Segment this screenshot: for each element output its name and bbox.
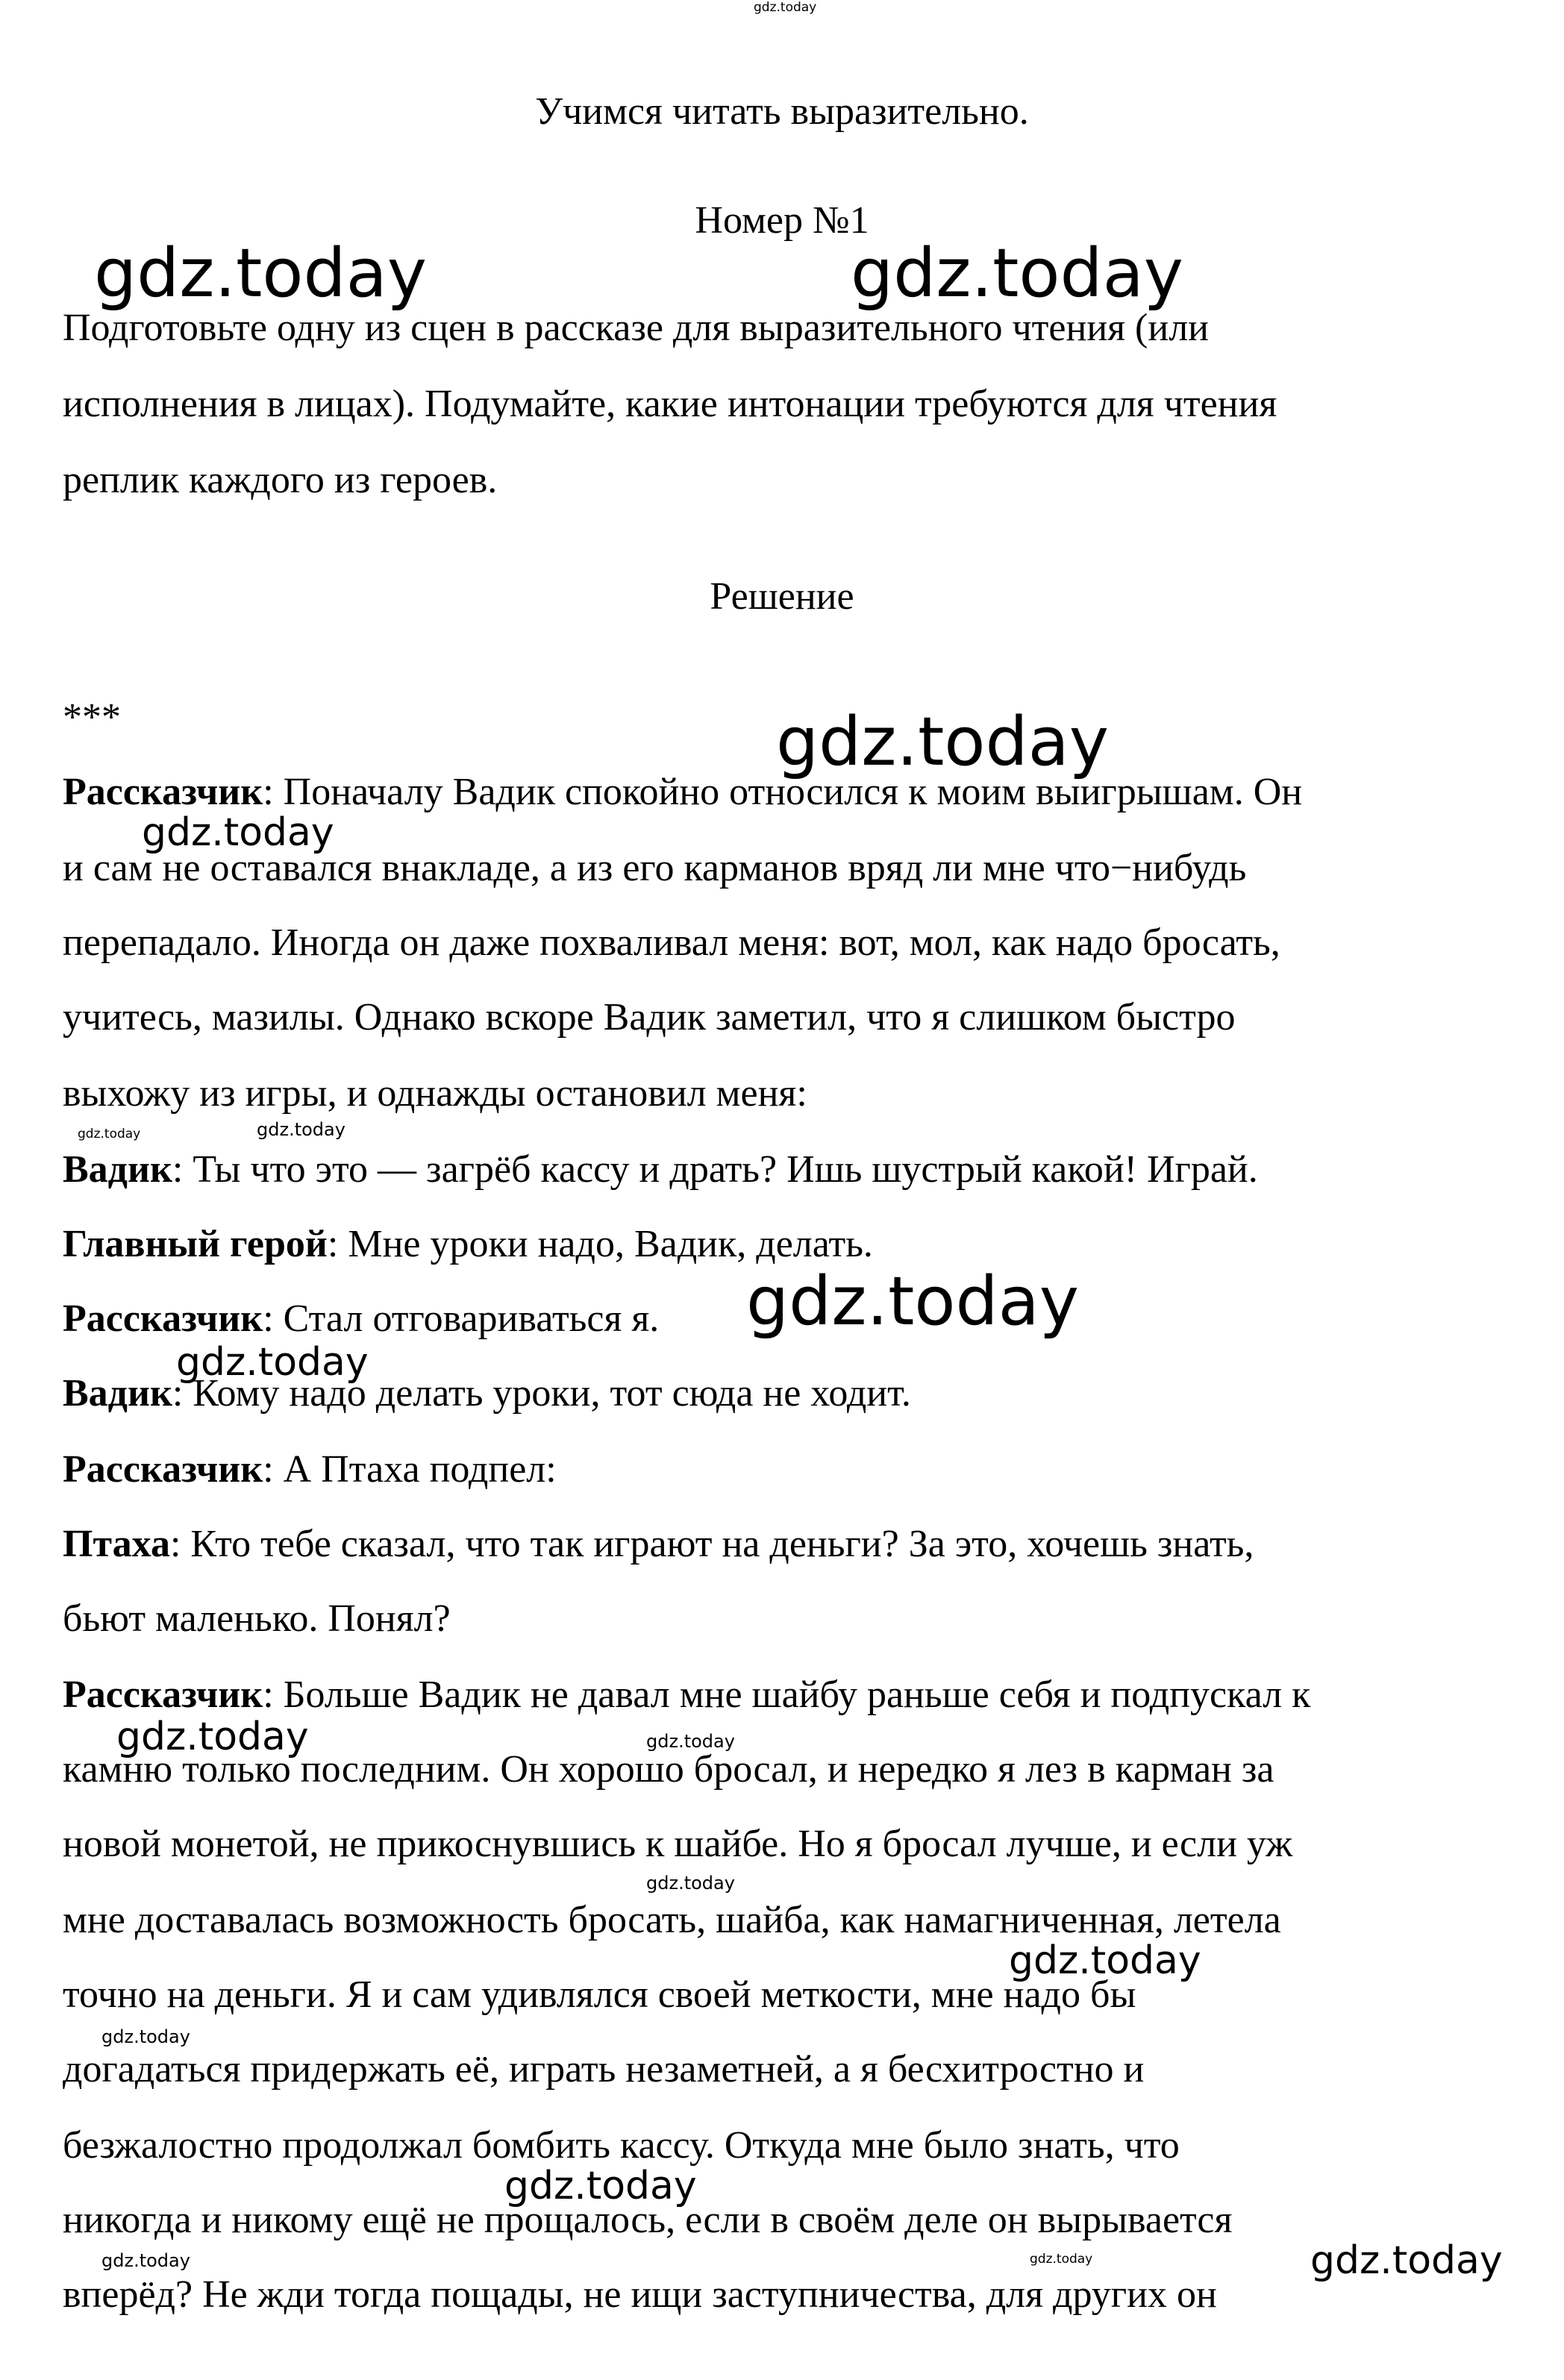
text-line: и сам не оставался внакладе, а из его карманов вряд ли мне что−нибудь <box>63 847 1247 889</box>
watermark: gdz.today <box>257 1119 345 1140</box>
text-line: камню только последним. Он хорошо бросал, и нередко я лез в карман за <box>63 1748 1274 1791</box>
text-line: вперёд? Не жди тогда пощады, не ищи заступничества, для других он <box>63 2273 1217 2316</box>
speaker-hero: Главный герой <box>63 1223 328 1265</box>
text-line: Рассказчик: Поначалу Вадик спокойно относился к моим выигрышам. Он <box>63 771 1303 813</box>
text-line: Главный герой: Мне уроки надо, Вадик, делать. <box>63 1223 873 1265</box>
speaker-narrator: Рассказчик <box>63 1297 263 1340</box>
speaker-narrator: Рассказчик <box>63 771 263 813</box>
text-line: выхожу из игры, и однажды остановил меня: <box>63 1072 807 1115</box>
watermark: gdz.today <box>78 1127 141 1142</box>
text-line: Вадик: Ты что это — загрёб кассу и драть? Ишь шустрый какой! Играй. <box>63 1148 1258 1191</box>
page-title: Учимся читать выразительно. <box>535 90 1029 133</box>
watermark: gdz.today <box>776 703 1110 781</box>
text-line: никогда и никому ещё не прощалось, если в своём деле он вырывается <box>63 2199 1233 2241</box>
text-line: точно на деньги. Я и сам удивлялся своей меткости, мне надо бы <box>63 1973 1136 2016</box>
text-line: новой монетой, не прикоснувшись к шайбе. Но я бросал лучше, и если уж <box>63 1823 1293 1865</box>
watermark: gdz.today <box>1030 2252 1093 2267</box>
text-line: Рассказчик: Больше Вадик не давал мне шайбу раньше себя и подпускал к <box>63 1673 1311 1716</box>
text-line: догадаться придержать её, играть незаметней, а я бесхитростно и <box>63 2048 1145 2091</box>
watermark: gdz.today <box>646 1731 735 1752</box>
watermark: gdz.today <box>142 810 334 855</box>
watermark: gdz.today <box>646 1873 735 1894</box>
speaker-vadik: Вадик <box>63 1372 172 1415</box>
text-line: Рассказчик: А Птаха подпел: <box>63 1448 557 1491</box>
text-line: безжалостно продолжал бомбить кассу. Откуда мне было знать, что <box>63 2124 1180 2167</box>
text-line: мне доставалась возможность бросать, шайба, как намагниченная, летела <box>63 1899 1281 1941</box>
task-line-2: исполнения в лицах). Подумайте, какие интонации требуются для чтения <box>63 383 1277 425</box>
text-line: Птаха: Кто тебе сказал, что так играют на деньги? За это, хочешь знать, <box>63 1523 1254 1565</box>
watermark: gdz.today <box>116 1714 309 1759</box>
header-watermark: gdz.today <box>754 0 817 15</box>
text-line: перепадало. Иногда он даже похваливал меня: вот, мол, как надо бросать, <box>63 921 1280 964</box>
task-line-1: Подготовьте одну из сцен в рассказе для выразительного чтения (или <box>63 307 1209 349</box>
solution-heading: Решение <box>710 575 854 618</box>
speaker-vadik: Вадик <box>63 1148 172 1191</box>
watermark: gdz.today <box>101 2026 190 2047</box>
task-line-3: реплик каждого из героев. <box>63 459 498 501</box>
task-number: Номер №1 <box>695 199 869 242</box>
text-line: Вадик: Кому надо делать уроки, тот сюда не ходит. <box>63 1372 911 1415</box>
watermark: gdz.today <box>176 1340 369 1385</box>
watermark: gdz.today <box>1310 2238 1503 2283</box>
text-line: Рассказчик: Стал отговариваться я. <box>63 1297 660 1340</box>
watermark: gdz.today <box>746 1262 1080 1341</box>
watermark: gdz.today <box>1009 1938 1201 1983</box>
watermark: gdz.today <box>101 2250 190 2271</box>
watermark: gdz.today <box>94 234 428 313</box>
section-stars: *** <box>63 696 121 739</box>
watermark: gdz.today <box>851 234 1184 313</box>
text-line: бьют маленько. Понял? <box>63 1597 451 1640</box>
speaker-ptakha: Птаха <box>63 1523 170 1565</box>
watermark: gdz.today <box>504 2164 697 2208</box>
speaker-narrator: Рассказчик <box>63 1448 263 1491</box>
speaker-narrator: Рассказчик <box>63 1673 263 1716</box>
text-line: учитесь, мазилы. Однако вскоре Вадик заметил, что я слишком быстро <box>63 996 1236 1039</box>
